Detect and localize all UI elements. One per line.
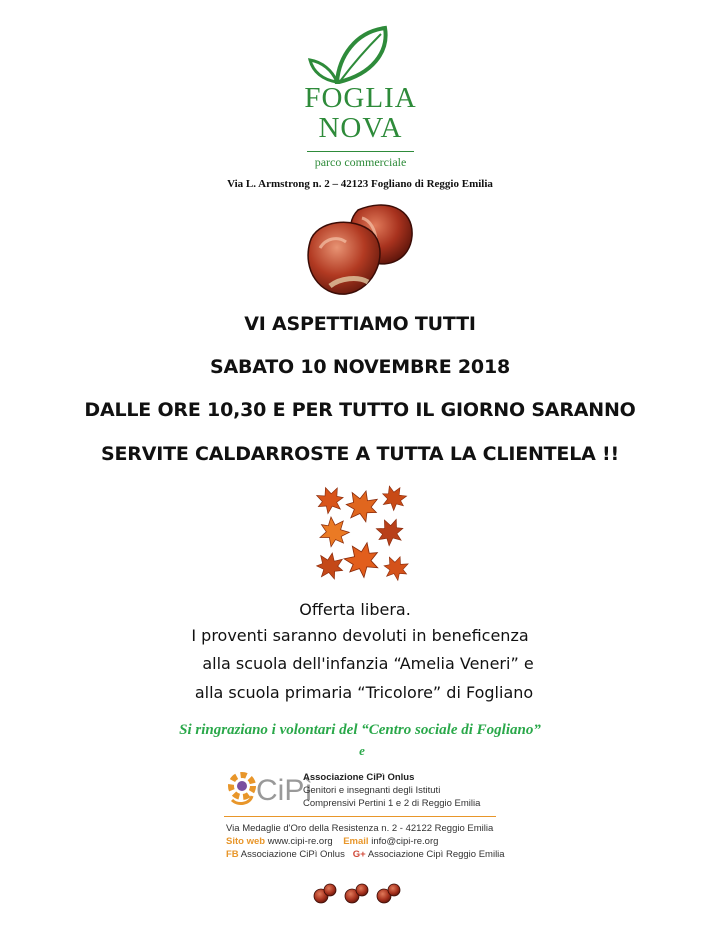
cipi-web-row <box>226 835 526 848</box>
info-proceeds: I proventi saranno devoluti in beneficenza <box>191 626 529 645</box>
logo-divider <box>307 151 414 152</box>
cipi-address: Via Medaglie d'Oro della Resistenza n. 2 - 42122 Reggio Emilia <box>226 823 494 834</box>
gplus-link[interactable]: Associazione Cipì Reggio Emilia <box>367 849 505 860</box>
info-school-1: alla scuola dell'infanzia “Amelia Veneri” e <box>202 654 534 673</box>
small-chestnuts-icon <box>312 878 408 908</box>
logo-word-nova: NOVA <box>318 112 403 144</box>
cipi-desc-2: Comprensivi Pertini 1 e 2 di Reggio Emilia <box>303 798 481 809</box>
fb-link[interactable]: Associazione CiPì Onlus <box>240 849 345 860</box>
headline-offer: SERVITE CALDARROSTE A TUTTA LA CLIENTELA !! <box>101 443 619 465</box>
info-school-2: alla scuola primaria “Tricolore” di Fogliano <box>194 683 534 702</box>
chestnuts-icon <box>296 198 426 302</box>
headline-date: SABATO 10 NOVEMBRE 2018 <box>209 356 510 378</box>
cipi-logo-icon <box>224 766 313 816</box>
logo-word-foglia: FOGLIA <box>304 82 417 114</box>
autumn-leaves-icon <box>312 484 410 582</box>
cipi-desc-1: Genitori e insegnanti degli Istituti <box>303 785 441 796</box>
cipi-divider <box>224 816 496 817</box>
cipi-logo-text: CiPì <box>256 774 313 807</box>
thanks-volunteers: Si ringraziano i volontari del “Centro sociale di Fogliano” <box>179 722 541 738</box>
leaf-logo-icon <box>277 12 444 92</box>
email-label: Email <box>343 836 369 847</box>
thanks-and: e <box>359 743 365 758</box>
headline-time: DALLE ORE 10,30 E PER TUTTO IL GIORNO SARANNO <box>84 399 636 421</box>
info-offer: Offerta libera. <box>299 600 411 619</box>
email-link[interactable]: info@cipi-re.org <box>371 836 439 847</box>
gplus-label: G+ <box>352 849 366 860</box>
fb-label: FB <box>226 849 239 860</box>
store-address: Via L. Armstrong n. 2 – 42123 Fogliano di Reggio Emilia <box>227 178 493 190</box>
web-label: Sito web <box>226 836 266 847</box>
headline-invite: VI ASPETTIAMO TUTTI <box>244 313 476 335</box>
foglia-nova-logo <box>277 12 444 170</box>
cipi-name: Associazione CiPì Onlus <box>303 772 415 783</box>
cipi-social-row <box>226 848 526 861</box>
web-link[interactable]: www.cipi-re.org <box>267 836 333 847</box>
cipi-logo <box>224 766 313 816</box>
cipi-contacts <box>226 822 526 861</box>
logo-subtitle: parco commerciale <box>314 155 407 169</box>
cipi-description <box>303 771 533 810</box>
